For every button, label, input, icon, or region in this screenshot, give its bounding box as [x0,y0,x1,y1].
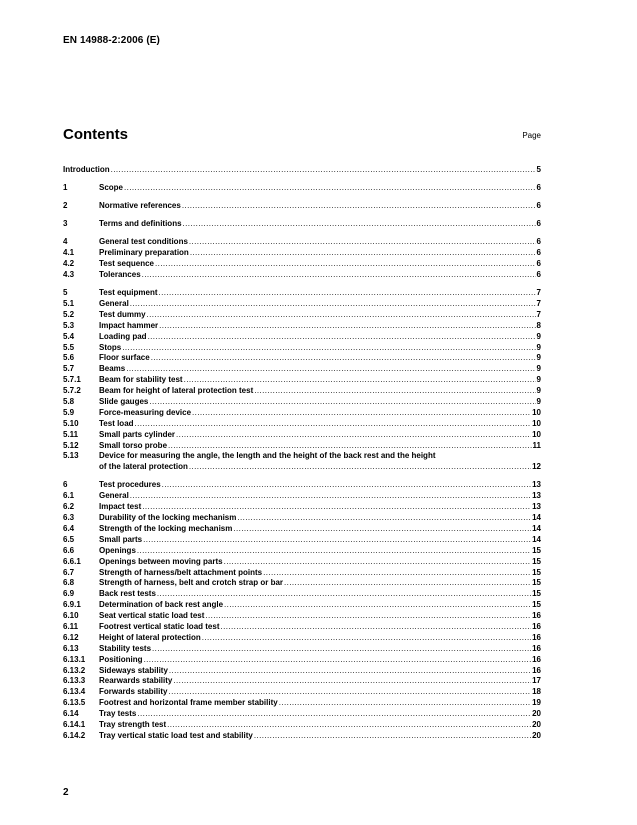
toc-dot-leader [148,332,536,343]
toc-entry-title: Back rest tests [99,589,156,599]
toc-dot-leader [126,364,535,375]
toc-entry[interactable] [63,288,541,299]
toc-entry-title: Openings between moving parts [99,556,223,566]
toc-entry-number: 6.1 [63,491,75,501]
toc-dot-leader [144,655,532,666]
toc-entry-title: Small torso probe [99,440,168,450]
toc-entry-title: Height of lateral protection [99,632,201,642]
toc-entry-page: 9 [536,375,541,385]
toc-entry[interactable] [63,332,541,343]
toc-dot-leader [111,165,536,176]
toc-entry-title: Small parts [99,534,143,544]
toc-entry-page: 20 [532,730,541,740]
toc-dot-leader [284,578,531,589]
toc-entry-page: 9 [536,364,541,374]
toc-dot-leader [224,557,532,568]
toc-entry-number: 6.7 [63,567,75,577]
toc-entry-page: 10 [532,429,541,439]
toc-dot-leader [130,491,531,502]
toc-dot-leader [149,397,535,408]
toc-entry[interactable] [63,655,541,666]
toc-entry-page: 6 [536,259,541,269]
toc-entry-title: Tray strength test [99,719,167,729]
toc-entry-number: 5.4 [63,331,75,341]
toc-entry[interactable] [63,589,541,600]
toc-entry-number: 5 [63,288,68,298]
toc-entry-number: 4.2 [63,259,75,269]
toc-entry-title: Strength of the locking mechanism [99,523,233,533]
toc-entry-title: Tray vertical static load test and stability [99,730,253,740]
page-number: 2 [63,787,69,798]
toc-entry-number: 5.3 [63,320,75,330]
toc-entry[interactable] [63,343,541,354]
toc-dot-leader [184,375,536,386]
toc-entry[interactable] [63,248,541,259]
toc-entry-number: 5.9 [63,407,75,417]
toc-entry-number: 5.2 [63,309,75,319]
toc-entry-title: Impact hammer [99,320,159,330]
toc-entry[interactable] [63,386,541,397]
toc-entry-page: 6 [536,201,541,211]
toc-entry-title: Beams [99,364,126,374]
toc-entry-title: Normative references [99,201,181,211]
toc-entry-number: 6.2 [63,502,75,512]
page-column-label: Page [522,131,541,140]
toc-entry-number: 6.9 [63,589,75,599]
toc-entry-number: 6 [63,480,68,490]
toc-dot-leader [122,343,535,354]
toc-dot-leader [173,676,531,687]
toc-dot-leader [168,441,532,452]
toc-entry-page: 9 [536,386,541,396]
toc-dot-leader [237,513,531,524]
toc-entry-page: 6 [536,183,541,193]
toc-entry-number: 1 [63,183,68,193]
toc-entry-title: Stops [99,342,122,352]
toc-entry[interactable] [63,731,541,742]
toc-entry-title: Force-measuring device [99,407,192,417]
toc-entry-title: Stability tests [99,643,152,653]
toc-entry-number: 6.13 [63,643,79,653]
toc-entry-title: Footrest vertical static load test [99,621,220,631]
toc-entry-page: 7 [536,298,541,308]
toc-entry-page: 16 [532,643,541,653]
toc-entry-page: 10 [532,418,541,428]
toc-dot-leader [142,270,536,281]
toc-entry-page: 9 [536,331,541,341]
toc-dot-leader [279,698,531,709]
toc-dot-leader [142,502,531,513]
toc-entry[interactable] [63,698,541,709]
toc-entry-page: 7 [536,309,541,319]
toc-entry-title: Footrest and horizontal frame member stability [99,698,278,708]
toc-entry-title: Terms and definitions [99,219,182,229]
toc-dot-leader [190,248,536,259]
toc-dot-leader [168,687,531,698]
toc-entry-number: 6.14 [63,709,79,719]
toc-dot-leader [189,462,531,473]
toc-dot-leader [233,524,531,535]
toc-entry[interactable] [63,709,541,720]
toc-dot-leader [137,709,531,720]
toc-dot-leader [130,299,536,310]
toc-entry-number: 5.5 [63,342,75,352]
toc-entry[interactable] [63,600,541,611]
toc-entry-title: Test dummy [99,309,146,319]
toc-entry-number: 6.14.2 [63,730,86,740]
toc-entry-page: 18 [532,687,541,697]
toc-entry-number: 6.14.1 [63,719,86,729]
toc-entry[interactable] [63,666,541,677]
toc-dot-leader [167,720,531,731]
toc-dot-leader [205,611,531,622]
toc-entry-page: 6 [536,237,541,247]
toc-entry-title: Test equipment [99,288,158,298]
toc-dot-leader [135,419,532,430]
toc-entry-title: Device for measuring the angle, the length and the height of the back rest and the height [99,451,436,461]
toc-entry-title: Strength of harness, belt and crotch strap or bar [99,578,284,588]
toc-entry[interactable] [63,408,541,419]
toc-entry-page: 9 [536,342,541,352]
toc-entry-page: 15 [532,567,541,577]
toc-entry-number: 4 [63,237,68,247]
toc-entry[interactable] [63,375,541,386]
toc-entry-title: General [99,298,129,308]
toc-entry[interactable] [63,430,541,441]
toc-entry-page: 14 [532,534,541,544]
toc-entry-number: 2 [63,201,68,211]
toc-dot-leader [143,535,531,546]
toc-dot-leader [254,731,531,742]
toc-entry-number: 5.7 [63,364,75,374]
toc-dot-leader [147,310,536,321]
toc-entry-number: 5.7.1 [63,375,81,385]
toc-entry[interactable] [63,353,541,364]
toc-dot-leader [169,666,531,677]
toc-entry-number: 6.8 [63,578,75,588]
toc-entry-title: Determination of back rest angle [99,600,224,610]
toc-entry-number: 5.1 [63,298,75,308]
toc-entry-page: 16 [532,665,541,675]
toc-dot-leader [263,568,531,579]
toc-entry-title: Beam for stability test [99,375,183,385]
toc-entry-number: 6.13.5 [63,698,86,708]
toc-entry-page: 15 [532,589,541,599]
toc-entry[interactable] [63,546,541,557]
toc-entry-title: Slide gauges [99,396,149,406]
toc-entry-title: Floor surface [99,353,150,363]
toc-entry[interactable] [63,462,541,473]
toc-entry-number: 6.10 [63,611,79,621]
toc-entry-number: 6.11 [63,621,79,631]
toc-entry-page: 8 [536,320,541,330]
toc-entry[interactable] [63,535,541,546]
toc-entry-title: Test load [99,418,134,428]
toc-entry-number: 5.13 [63,451,79,461]
toc-entry[interactable] [63,480,541,491]
toc-entry-number: 6.13.4 [63,687,86,697]
toc-entry[interactable] [63,321,541,332]
toc-entry[interactable] [63,419,541,430]
toc-entry[interactable] [63,644,541,655]
toc-entry-title: Small parts cylinder [99,429,176,439]
toc-entry-title: Introduction [63,164,110,174]
toc-dot-leader [182,201,536,212]
toc-dot-leader [176,430,531,441]
toc-entry-number: 6.13.2 [63,665,86,675]
toc-dot-leader [157,589,531,600]
toc-entry-number: 4.1 [63,248,75,258]
toc-entry-number: 5.8 [63,396,75,406]
toc-entry-title: Rearwards stability [99,676,173,686]
toc-entry[interactable] [63,441,541,452]
toc-entry-number: 5.11 [63,429,79,439]
toc-entry[interactable] [63,270,541,281]
toc-entry-page: 15 [532,556,541,566]
toc-entry-title: Sideways stability [99,665,168,675]
toc-entry[interactable] [63,310,541,321]
toc-dot-leader [124,183,536,194]
toc-entry-page: 17 [532,676,541,686]
toc-dot-leader [254,386,535,397]
toc-entry-number: 5.10 [63,418,79,428]
toc-entry[interactable] [63,622,541,633]
toc-entry-title: General test conditions [99,237,188,247]
toc-entry-page: 16 [532,632,541,642]
toc-entry-page: 9 [536,396,541,406]
toc-entry[interactable] [63,524,541,535]
toc-dot-leader [189,237,536,248]
toc-dot-leader [155,259,536,270]
document-identifier: EN 14988-2:2006 (E) [63,35,160,46]
toc-entry-number: 6.4 [63,523,75,533]
toc-entry[interactable] [63,364,541,375]
toc-entry-number: 5.6 [63,353,75,363]
toc-entry-page: 19 [532,698,541,708]
toc-entry-number: 6.12 [63,632,79,642]
toc-entry-page: 10 [532,407,541,417]
toc-entry-page: 20 [532,719,541,729]
toc-entry-number: 6.3 [63,513,75,523]
toc-entry-number: 6.5 [63,534,75,544]
toc-entry-page: 6 [536,248,541,258]
toc-dot-leader [137,546,531,557]
toc-entry-title: Loading pad [99,331,147,341]
toc-entry-page: 13 [532,502,541,512]
toc-entry-title: Beam for height of lateral protection test [99,386,254,396]
toc-entry-title: Impact test [99,502,142,512]
toc-entry-title: Test sequence [99,259,154,269]
toc-dot-leader [202,633,531,644]
toc-entry[interactable] [63,219,541,230]
toc-entry-page: 16 [532,654,541,664]
toc-entry-page: 15 [532,578,541,588]
toc-dot-leader [162,480,531,491]
toc-dot-leader [159,288,536,299]
toc-entry-page: 14 [532,523,541,533]
toc-entry-page: 15 [532,545,541,555]
table-of-contents [63,165,541,742]
toc-entry-title: Strength of harness/belt attachment points [99,567,263,577]
toc-entry-page: 9 [536,353,541,363]
toc-entry-title: General [99,491,129,501]
toc-entry-page: 14 [532,513,541,523]
toc-entry-title: Seat vertical static load test [99,611,205,621]
toc-entry[interactable] [63,513,541,524]
toc-dot-leader [192,408,531,419]
toc-entry[interactable] [63,259,541,270]
toc-entry-page: 7 [536,288,541,298]
toc-entry[interactable] [63,451,541,462]
toc-entry-number: 6.6 [63,545,75,555]
toc-entry[interactable] [63,676,541,687]
toc-dot-leader [159,321,535,332]
toc-entry[interactable] [63,165,541,176]
toc-entry-title: Preliminary preparation [99,248,189,258]
toc-entry-number: 5.12 [63,440,79,450]
contents-heading: Contents [63,126,128,143]
toc-entry-title: of the lateral protection [99,462,188,472]
toc-entry-page: 11 [532,440,541,450]
toc-entry[interactable] [63,502,541,513]
toc-entry-title: Openings [99,545,136,555]
toc-entry-number: 4.3 [63,269,75,279]
toc-entry-title: Tray tests [99,709,137,719]
toc-entry[interactable] [63,633,541,644]
toc-entry[interactable] [63,201,541,212]
toc-entry[interactable] [63,611,541,622]
toc-entry-number: 6.6.1 [63,556,81,566]
toc-entry-title: Positioning [99,654,143,664]
toc-entry[interactable] [63,720,541,731]
toc-entry[interactable] [63,557,541,568]
toc-entry-number: 6.9.1 [63,600,81,610]
toc-dot-leader [224,600,531,611]
toc-entry[interactable] [63,183,541,194]
toc-entry-number: 5.7.2 [63,386,81,396]
toc-entry-page: 5 [536,164,541,174]
toc-entry[interactable] [63,299,541,310]
toc-entry-title: Tolerances [99,269,141,279]
toc-dot-leader [183,219,536,230]
toc-entry[interactable] [63,578,541,589]
toc-entry[interactable] [63,568,541,579]
toc-entry-number: 6.13.1 [63,654,86,664]
toc-dot-leader [152,644,531,655]
toc-entry-page: 16 [532,621,541,631]
toc-entry-page: 16 [532,611,541,621]
toc-entry-page: 12 [532,462,541,472]
toc-dot-leader [220,622,531,633]
toc-entry[interactable] [63,397,541,408]
toc-entry-title: Scope [99,183,124,193]
toc-entry-number: 3 [63,219,68,229]
toc-entry-page: 13 [532,480,541,490]
toc-entry[interactable] [63,687,541,698]
toc-entry-page: 20 [532,709,541,719]
toc-entry-page: 6 [536,269,541,279]
toc-entry-page: 13 [532,491,541,501]
toc-entry-page: 15 [532,600,541,610]
toc-entry-title: Test procedures [99,480,161,490]
toc-entry-title: Forwards stability [99,687,168,697]
toc-dot-leader [151,353,536,364]
toc-entry-title: Durability of the locking mechanism [99,513,237,523]
toc-entry[interactable] [63,491,541,502]
toc-entry-number: 6.13.3 [63,676,86,686]
toc-entry[interactable] [63,237,541,248]
toc-entry-page: 6 [536,219,541,229]
